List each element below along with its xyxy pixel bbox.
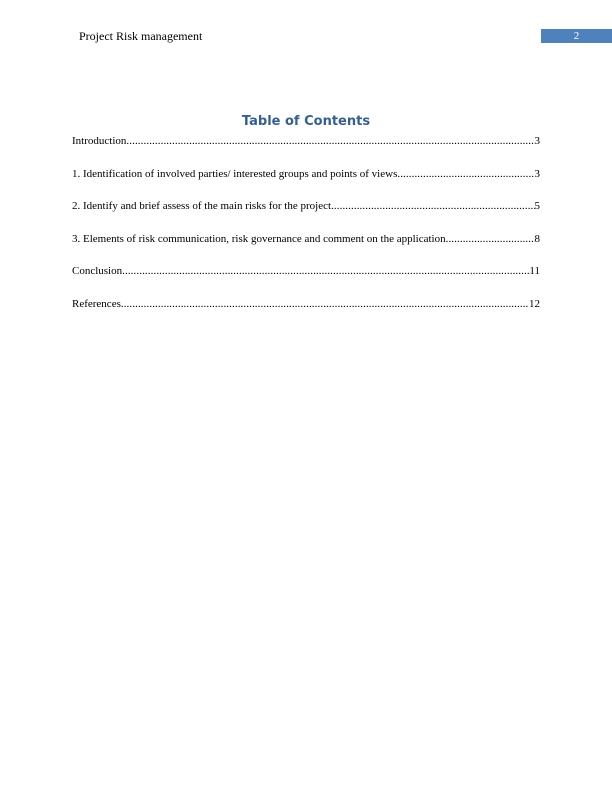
toc-entry-page[interactable]: 3 — [534, 167, 540, 180]
toc-entry-text[interactable]: Conclusion — [72, 265, 123, 278]
toc-entry-section-3[interactable] — [72, 231, 540, 247]
page-number-badge: 2 — [541, 29, 612, 43]
toc-entry-section-2[interactable] — [72, 198, 540, 214]
toc-entry-text[interactable]: 1. Identification of involved parties/ interested groups and points of views — [72, 167, 398, 180]
toc-dot-leader — [446, 231, 535, 247]
table-of-contents — [72, 133, 540, 329]
toc-entry-text[interactable]: References — [72, 297, 121, 310]
toc-entry-page[interactable]: 11 — [529, 265, 540, 278]
toc-entry-page[interactable]: 8 — [534, 232, 540, 245]
toc-entry-text[interactable]: 2. Identify and brief assess of the main risks for the project — [72, 200, 332, 213]
toc-dot-leader — [126, 133, 534, 149]
toc-entry-page[interactable]: 12 — [529, 297, 540, 310]
toc-entry-text[interactable]: Introduction — [72, 135, 127, 147]
toc-dot-leader — [122, 263, 529, 279]
toc-entry-references[interactable] — [72, 296, 540, 312]
toc-dot-leader — [397, 166, 534, 182]
toc-entry-conclusion[interactable] — [72, 263, 540, 279]
toc-entry-section-1[interactable] — [72, 166, 540, 182]
toc-entry-introduction[interactable] — [72, 133, 540, 149]
toc-entry-page[interactable]: 5 — [534, 200, 540, 213]
toc-entry-text[interactable]: 3. Elements of risk communication, risk governance and comment on the application — [72, 232, 446, 245]
header-title: Project Risk management — [79, 29, 203, 43]
toc-heading: Table of Contents — [241, 114, 371, 129]
toc-dot-leader — [331, 198, 534, 214]
toc-entry-page[interactable]: 3 — [534, 135, 540, 147]
toc-dot-leader — [121, 296, 529, 312]
